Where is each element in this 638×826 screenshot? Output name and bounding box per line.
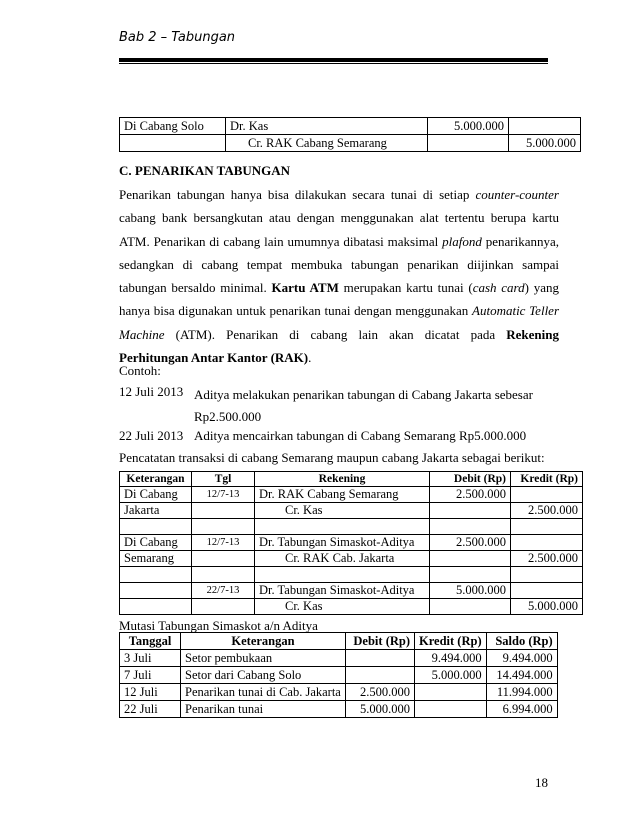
table-cell: Cr. RAK Cab. Jakarta: [255, 551, 430, 567]
paragraph-text: (ATM). Penarikan di cabang lain akan dicatat pada: [164, 326, 507, 342]
example-1-text: Aditya melakukan penarikan tabungan di Cabang Jakarta sebesar Rp2.500.000: [194, 387, 533, 424]
table-header-row: [120, 633, 558, 650]
table-cell: Jakarta: [120, 503, 192, 519]
table-cell: [415, 701, 487, 718]
paragraph-italic: plafond: [442, 233, 482, 249]
table-cell: 5.000.000: [415, 667, 487, 684]
table-cell: [346, 650, 415, 667]
mutasi-caption: Mutasi Tabungan Simaskot a/n Aditya: [119, 618, 318, 633]
paragraph-italic: cash card: [472, 280, 525, 296]
table-cell: Dr. Kas: [226, 118, 428, 135]
paragraph-italic: Automatic Teller Machine: [119, 303, 560, 342]
table-cell: [511, 583, 583, 599]
table-cell: [428, 135, 509, 152]
paragraph-text: penarikannya, sedangkan di cabang tempat membuka tabungan penarikan diijinkan sampai tabungan bersaldo minimal.: [119, 233, 559, 296]
column-header: Rekening: [255, 472, 430, 487]
table-cell: [430, 519, 511, 535]
column-header: Tanggal: [120, 633, 181, 650]
paragraph-text: merupakan kartu tunai (: [338, 280, 473, 296]
header-rule-thin: [119, 63, 548, 64]
table-cell: Di Cabang: [120, 535, 192, 551]
table-cell: Di Cabang Solo: [120, 118, 226, 135]
table-cell: 2.500.000: [346, 684, 415, 701]
column-header: Debit (Rp): [430, 472, 511, 487]
table-cell: 6.994.000: [486, 701, 557, 718]
table-cell: 22/7-13: [192, 583, 255, 599]
table-cell: 7 Juli: [120, 667, 181, 684]
table-row: [120, 487, 583, 503]
table-cell: [120, 599, 192, 615]
table-cell: [511, 487, 583, 503]
table-cell: Cr. Kas: [255, 503, 430, 519]
table-cell: Dr. Tabungan Simaskot-Aditya: [255, 535, 430, 551]
mutasi-table-body: [120, 650, 558, 718]
table-row: [120, 551, 583, 567]
paragraph-italic: counter-counter: [475, 187, 559, 202]
table-cell: 12/7-13: [192, 487, 255, 503]
table-cell: [430, 567, 511, 583]
table-cell: Setor dari Cabang Solo: [181, 667, 346, 684]
table-cell: 2.500.000: [430, 535, 511, 551]
column-header: Tgl: [192, 472, 255, 487]
table-cell: [430, 503, 511, 519]
table-cell: 12/7-13: [192, 535, 255, 551]
paragraph-text: Penarikan tabungan hanya bisa dilakukan secara tunai di setiap: [119, 187, 476, 202]
example-1-date: 12 Juli 2013: [119, 384, 184, 399]
table-row: [120, 684, 558, 701]
paragraph-text: cabang bank bersangkutan atau dengan menggunakan alat tertentu berupa kartu ATM. Penarikan di cabang lain umumnya dibatasi maksimal: [119, 210, 559, 249]
mutasi-table: [119, 632, 558, 718]
paragraph-bold: Kartu ATM: [271, 280, 339, 296]
page-number: 18: [535, 775, 548, 790]
table-cell: [192, 567, 255, 583]
example-2-text: Aditya mencairkan tabungan di Cabang Semarang Rp5.000.000: [194, 428, 527, 443]
table-cell: Setor pembukaan: [181, 650, 346, 667]
table-row: [120, 503, 583, 519]
table-cell: 5.000.000: [346, 701, 415, 718]
paragraph-text: .: [308, 350, 312, 366]
table-cell: Cr. Kas: [255, 599, 430, 615]
table-cell: [192, 503, 255, 519]
column-header: Keterangan: [181, 633, 346, 650]
table-row: [120, 599, 583, 615]
journal-table: [119, 471, 583, 615]
journal-table-body: [120, 487, 583, 615]
journal-intro: Pencatatan transaksi di cabang Semarang maupun cabang Jakarta sebagai berikut:: [119, 450, 545, 465]
table-cell: 14.494.000: [486, 667, 557, 684]
table-row: [120, 135, 581, 152]
table-row: [120, 701, 558, 718]
section-paragraph: [119, 183, 559, 369]
example-2-date: 22 Juli 2013: [119, 428, 184, 443]
table-cell: 3 Juli: [120, 650, 181, 667]
table-row: [120, 583, 583, 599]
table-cell: [346, 667, 415, 684]
section-title: C. PENARIKAN TABUNGAN: [119, 163, 291, 178]
table-cell: 12 Juli: [120, 684, 181, 701]
table-cell: [430, 599, 511, 615]
journal-table-solo: [119, 117, 581, 152]
table-cell: 5.000.000: [428, 118, 509, 135]
table-cell: Cr. RAK Cabang Semarang: [226, 135, 428, 152]
table-cell: [192, 551, 255, 567]
table-cell: 5.000.000: [430, 583, 511, 599]
table-cell: [255, 567, 430, 583]
table-cell: 2.500.000: [430, 487, 511, 503]
table-cell: [120, 567, 192, 583]
paragraph-text: ) yang hanya bisa digunakan untuk penarikan tunai dengan menggunakan: [119, 280, 559, 319]
table-cell: [192, 519, 255, 535]
table-cell: [511, 519, 583, 535]
table-cell: 9.494.000: [486, 650, 557, 667]
table-cell: [415, 684, 487, 701]
table-cell: 9.494.000: [415, 650, 487, 667]
table-cell: Penarikan tunai: [181, 701, 346, 718]
table-row: [120, 667, 558, 684]
column-header: Kredit (Rp): [415, 633, 487, 650]
table-cell: 11.994.000: [486, 684, 557, 701]
table-cell: 5.000.000: [509, 135, 581, 152]
table-cell: [511, 567, 583, 583]
table-row: [120, 567, 583, 583]
column-header: Kredit (Rp): [511, 472, 583, 487]
table-cell: Di Cabang: [120, 487, 192, 503]
table-cell: [511, 535, 583, 551]
header-rule-thick: [119, 58, 548, 62]
table-cell: 2.500.000: [511, 503, 583, 519]
table-cell: [255, 519, 430, 535]
table-cell: [120, 135, 226, 152]
table-cell: [192, 599, 255, 615]
table-cell: [509, 118, 581, 135]
table-cell: 22 Juli: [120, 701, 181, 718]
column-header: Keterangan: [120, 472, 192, 487]
table-row: [120, 519, 583, 535]
table-cell: 2.500.000: [511, 551, 583, 567]
table-cell: Semarang: [120, 551, 192, 567]
column-header: Saldo (Rp): [486, 633, 557, 650]
table-cell: [120, 519, 192, 535]
table-cell: Penarikan tunai di Cab. Jakarta: [181, 684, 346, 701]
table-cell: Dr. RAK Cabang Semarang: [255, 487, 430, 503]
chapter-header: Bab 2 – Tabungan: [119, 30, 236, 45]
paragraph-bold: Rekening Perhitungan Antar Kantor (RAK): [119, 326, 559, 366]
table-cell: [120, 583, 192, 599]
table-header-row: [120, 472, 583, 487]
table-row: [120, 118, 581, 135]
table-cell: 5.000.000: [511, 599, 583, 615]
table-cell: Dr. Tabungan Simaskot-Aditya: [255, 583, 430, 599]
table-cell: [430, 551, 511, 567]
table-row: [120, 535, 583, 551]
table-row: [120, 650, 558, 667]
column-header: Debit (Rp): [346, 633, 415, 650]
example-label: Contoh:: [119, 363, 161, 378]
